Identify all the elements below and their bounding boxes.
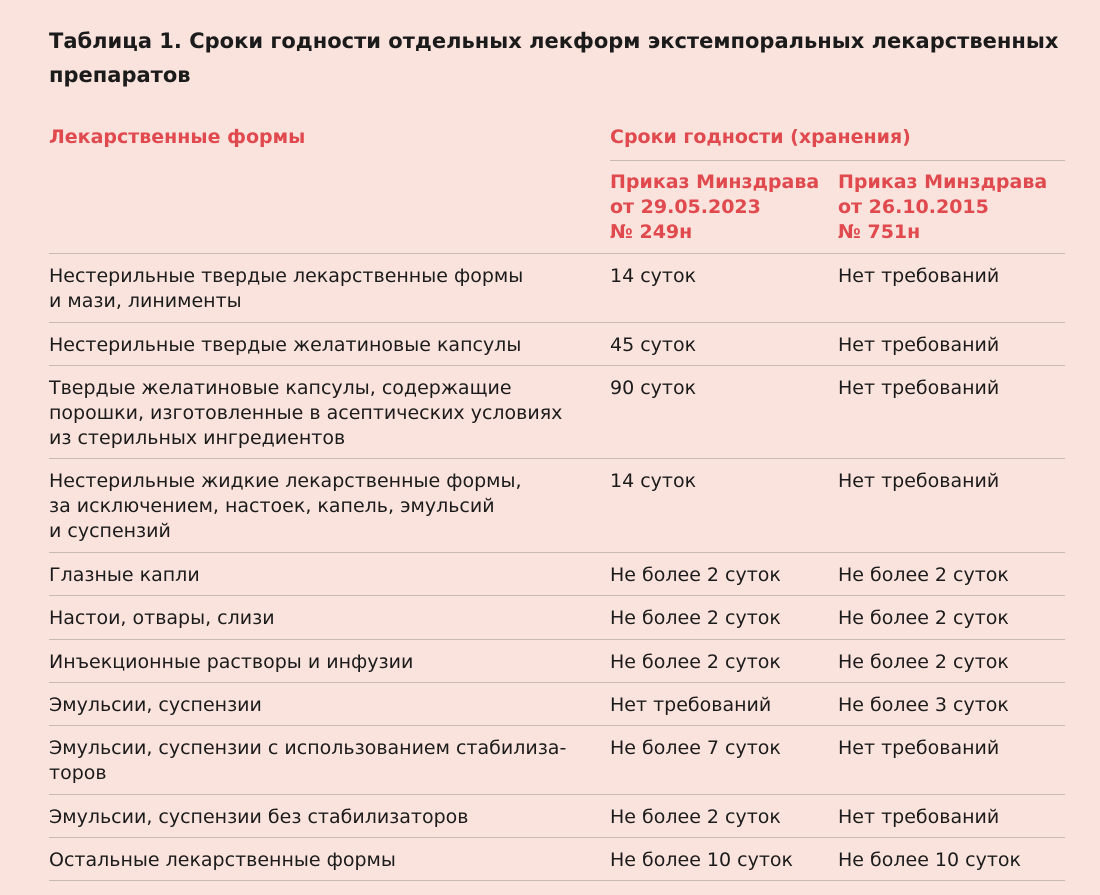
header-order-line: от 26.10.2015 <box>838 196 989 218</box>
table-title-line: Таблица 1. Сроки годности отдельных лекформ экстемпоральных лекарственных <box>49 29 1059 53</box>
row-divider <box>49 639 1065 640</box>
cell-form-line: Глазные капли <box>49 564 200 586</box>
cell-form-line: из стерильных ингредиентов <box>49 427 346 449</box>
row-divider <box>49 682 1065 683</box>
cell-term-2015: Нет требований <box>838 334 1000 356</box>
cell-form-line: Нестерильные твердые желатиновые капсулы <box>49 334 522 356</box>
row-divider <box>49 725 1065 726</box>
cell-form-line: порошки, изготовленные в асептических условиях <box>49 402 563 424</box>
cell-term-2023: 14 суток <box>610 265 697 287</box>
cell-term-2023: 14 суток <box>610 470 697 492</box>
row-divider <box>49 253 1065 254</box>
cell-term-2015: Нет требований <box>838 806 1000 828</box>
cell-form-line: Эмульсии, суспензии <box>49 694 262 716</box>
header-order-line: от 29.05.2023 <box>610 196 761 218</box>
cell-term-2015: Не более 10 суток <box>838 849 1021 871</box>
cell-term-2015: Не более 3 суток <box>838 694 1009 716</box>
row-divider <box>49 458 1065 459</box>
cell-term-2023: Не более 2 суток <box>610 651 781 673</box>
header-order-2015 <box>838 170 1063 245</box>
cell-form <box>49 376 594 451</box>
cell-form <box>49 606 594 631</box>
row-divider <box>49 880 1065 881</box>
cell-form-line: Остальные лекарственные формы <box>49 849 396 871</box>
cell-form <box>49 848 594 873</box>
table-title-line: препаратов <box>49 63 191 87</box>
cell-term-2015: Нет требований <box>838 470 1000 492</box>
cell-term-2015: Не более 2 суток <box>838 564 1009 586</box>
header-order-line: Приказ Минздрава <box>838 171 1048 193</box>
row-divider <box>49 595 1065 596</box>
cell-form-line: за исключением, настоек, капель, эмульсий <box>49 495 495 517</box>
cell-form-line: Нестерильные твердые лекарственные формы <box>49 265 524 287</box>
cell-form-line: и мази, линименты <box>49 290 242 312</box>
header-forms: Лекарственные формы <box>49 126 306 148</box>
header-order-line: № 249н <box>610 221 693 243</box>
cell-term-2015: Нет требований <box>838 265 1000 287</box>
header-order-line: Приказ Минздрава <box>610 171 820 193</box>
cell-term-2023: Не более 2 суток <box>610 806 781 828</box>
cell-term-2015: Не более 2 суток <box>838 651 1009 673</box>
cell-form <box>49 736 594 786</box>
row-divider <box>49 794 1065 795</box>
cell-form <box>49 469 594 544</box>
cell-form-line: Эмульсии, суспензии без стабилизаторов <box>49 806 469 828</box>
cell-term-2023: Не более 7 суток <box>610 737 781 759</box>
row-divider <box>49 837 1065 838</box>
table-title <box>49 24 1069 92</box>
cell-term-2023: Не более 2 суток <box>610 564 781 586</box>
header-order-2023 <box>610 170 832 245</box>
header-order-line: № 751н <box>838 221 921 243</box>
cell-term-2015: Нет требований <box>838 737 1000 759</box>
cell-form <box>49 693 594 718</box>
cell-form-line: Твердые желатиновые капсулы, содержащие <box>49 377 512 399</box>
row-divider <box>49 322 1065 323</box>
cell-form-line: Эмульсии, суспензии с использованием стабилиза- <box>49 737 567 759</box>
cell-form <box>49 333 594 358</box>
cell-form-line: и суспензий <box>49 520 171 542</box>
cell-term-2023: Не более 2 суток <box>610 607 781 629</box>
cell-term-2015: Нет требований <box>838 377 1000 399</box>
cell-term-2023: Нет требований <box>610 694 772 716</box>
cell-form <box>49 805 594 830</box>
cell-form-line: Настои, отвары, слизи <box>49 607 275 629</box>
cell-form <box>49 563 594 588</box>
cell-form <box>49 264 594 314</box>
cell-term-2023: Не более 10 суток <box>610 849 793 871</box>
cell-term-2023: 90 суток <box>610 377 697 399</box>
row-divider <box>49 552 1065 553</box>
row-divider <box>49 365 1065 366</box>
header-terms: Сроки годности (хранения) <box>610 126 911 148</box>
cell-term-2023: 45 суток <box>610 334 697 356</box>
cell-term-2015: Не более 2 суток <box>838 607 1009 629</box>
cell-form-line: Инъекционные растворы и инфузии <box>49 651 414 673</box>
header-divider <box>610 160 1065 161</box>
cell-form <box>49 650 594 675</box>
cell-form-line: торов <box>49 762 107 784</box>
cell-form-line: Нестерильные жидкие лекарственные формы, <box>49 470 522 492</box>
